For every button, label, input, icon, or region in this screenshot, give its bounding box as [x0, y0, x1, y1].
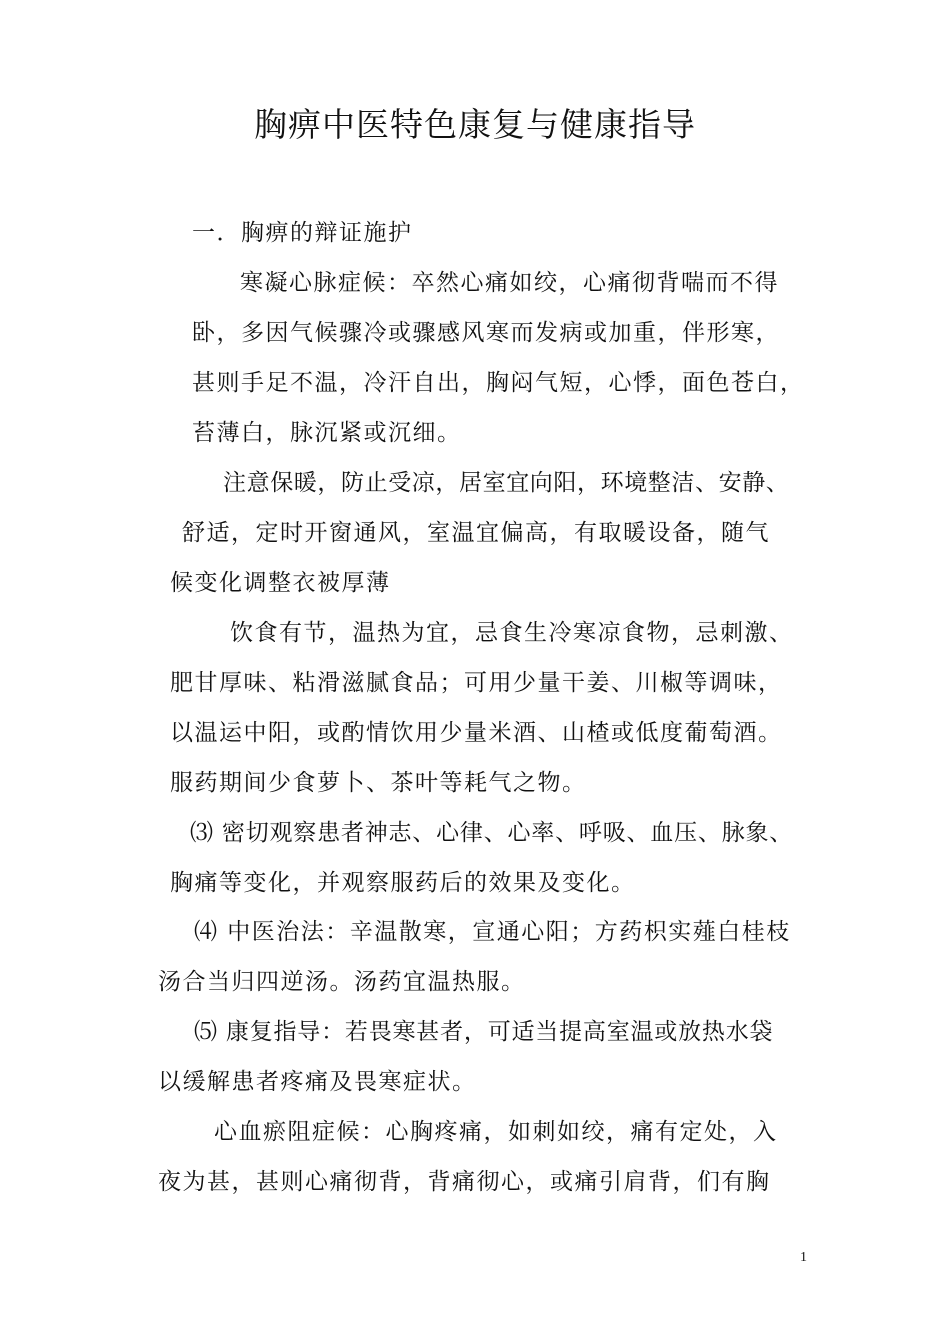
text-line: 以缓解患者疼痛及畏寒症状。 [158, 1069, 477, 1095]
text-line: 注意保暖，防止受凉，居室宜向阳，环境整洁、安静、 [223, 470, 790, 496]
text-line: ⑷ 中医治法：辛温散寒，宣通心阳；方药枳实薤白桂枝 [194, 919, 791, 945]
document-title: 胸痹中医特色康复与健康指导 [254, 105, 696, 144]
text-line: 服药期间少食萝卜、茶叶等耗气之物。 [170, 770, 587, 796]
page-number: 1 [800, 1250, 807, 1265]
text-line: 候变化调整衣被厚薄 [170, 570, 391, 596]
section-heading: 一．胸痹的辩证施护 [192, 220, 413, 246]
text-line: 饮食有节，温热为宜，忌食生冷寒凉食物，忌刺激、 [230, 620, 794, 646]
text-line: 寒凝心脉症候：卒然心痛如绞，心痛彻背喘而不得 [240, 270, 779, 296]
text-line: 甚则手足不温，冷汗自出，胸闷气短，心悸，面色苍白， [192, 370, 805, 396]
text-line: 心血瘀阻症候：心胸疼痛，如刺如绞，痛有定处，入 [214, 1119, 778, 1145]
text-line: 夜为甚，甚则心痛彻背，背痛彻心，或痛引肩背，们有胸 [158, 1169, 771, 1195]
text-line: ⑶ 密切观察患者神志、心律、心率、呼吸、血压、脉象、 [190, 820, 794, 846]
text-line: 舒适，定时开窗通风，室温宜偏高，有取暖设备，随气 [182, 520, 770, 546]
text-line: 苔薄白，脉沉紧或沉细。 [192, 420, 462, 446]
text-line: 胸痛等变化，并观察服药后的效果及变化。 [170, 870, 636, 896]
text-line: ⑸ 康复指导：若畏寒甚者，可适当提高室温或放热水袋 [194, 1019, 774, 1045]
text-line: 肥甘厚味、粘滑滋腻食品；可用少量干姜、川椒等调味， [170, 670, 783, 696]
text-line: 汤合当归四逆汤。汤药宜温热服。 [158, 969, 526, 995]
text-line: 以温运中阳，或酌情饮用少量米酒、山楂或低度葡萄酒。 [170, 720, 783, 746]
text-line: 卧，多因气候骤冷或骤感风寒而发病或加重，伴形寒， [192, 320, 780, 346]
